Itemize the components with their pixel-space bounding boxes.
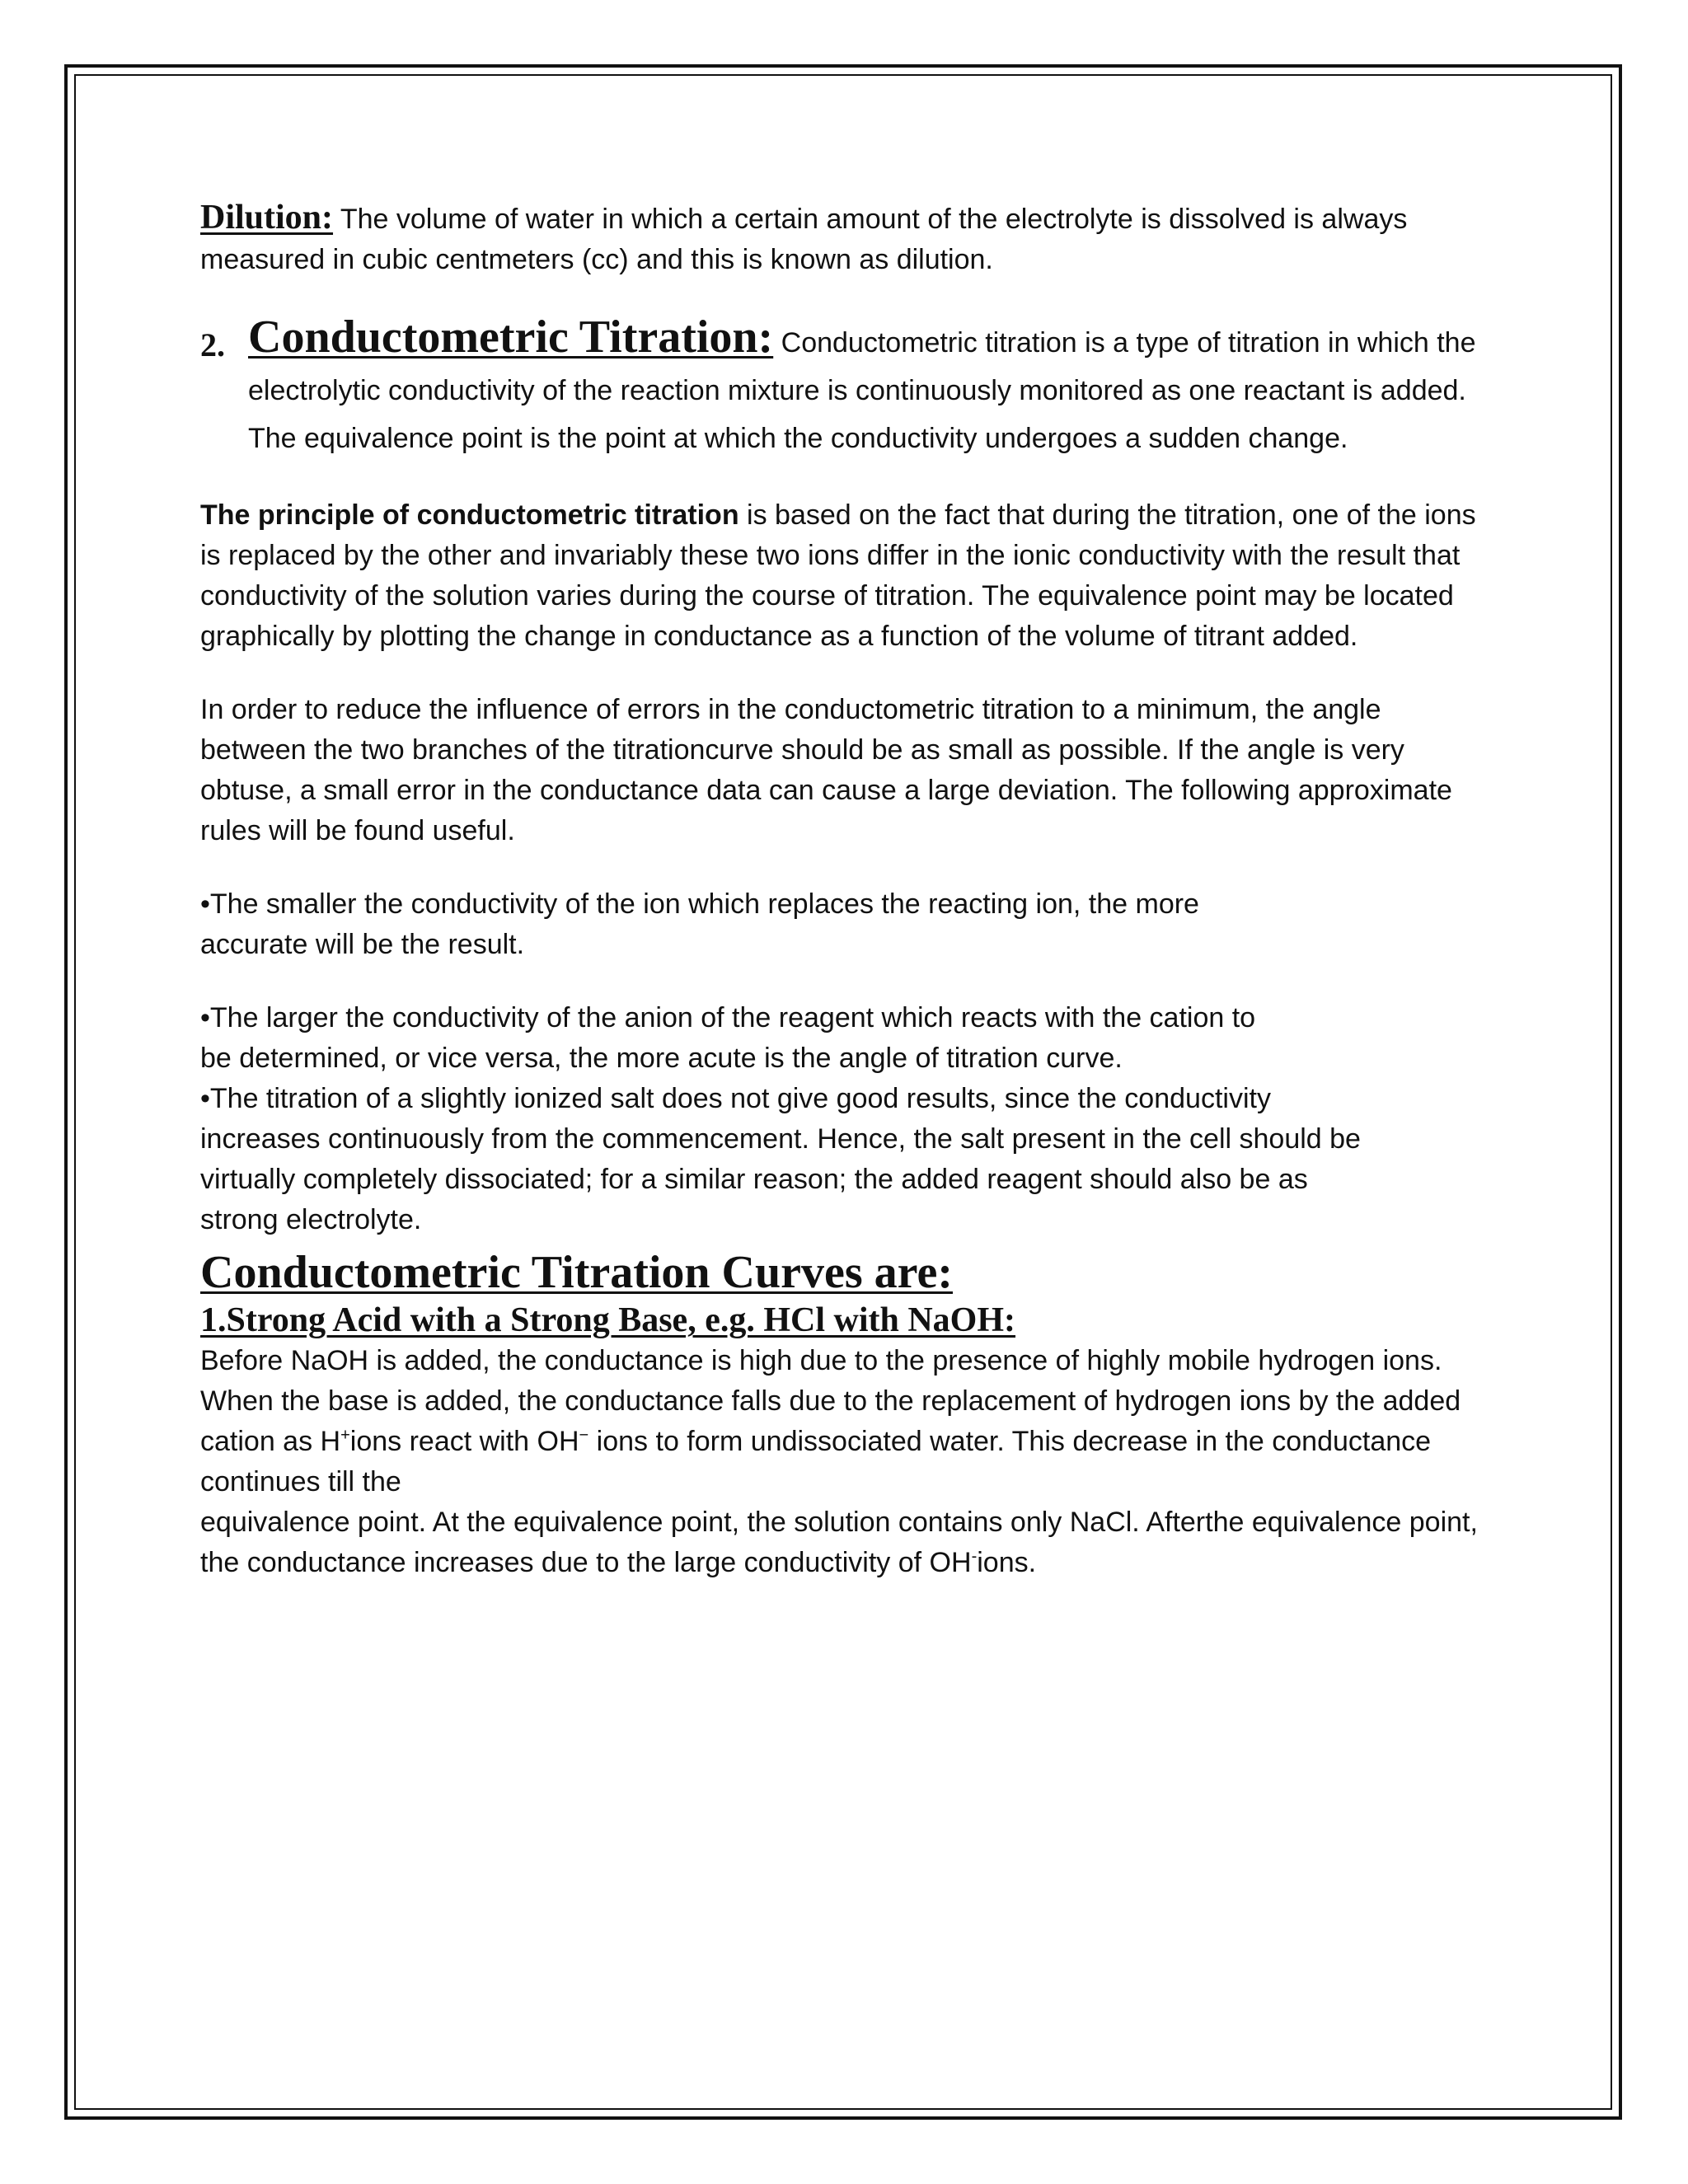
principle-text: is based on the fact that during the titration, one of the ions is replaced by the other and invariably these two ions differ in the ionic conductivity with the result that conductivity of the solution varies during the course of titration. The equivalence point may be located graphically by plotting the change in conductance as a function of the volume of titrant added. — [200, 499, 1476, 652]
curves-paragraph-1 — [200, 1341, 1494, 1502]
section-number: 2. — [200, 326, 225, 363]
plus-superscript: + — [340, 1426, 350, 1445]
section-2-title: Conductometric Titration: — [248, 312, 774, 363]
dilution-paragraph — [200, 198, 1437, 280]
spacer — [200, 462, 1494, 495]
minus-superscript-2: - — [971, 1547, 978, 1566]
dilution-heading: Dilution: — [200, 199, 334, 237]
spacer — [200, 965, 1494, 998]
curves-paragraph-2 — [200, 1502, 1494, 1583]
curves-p1b-text: ions react with OH — [349, 1426, 579, 1457]
errors-paragraph: In order to reduce the influence of errors in the conductometric titration to a minimum, the angle between the two branches of the titrationcurve should be as small as possible. If the angle is very obtuse, a small error in the conductance data can cause a large deviation. The following approximate rules will be found useful. — [200, 694, 1452, 846]
curves-p1c-text: ions to form undissociated water. This decrease in the conductance continues till the — [200, 1426, 1432, 1497]
section-2-paragraph — [248, 313, 1494, 462]
document-body — [200, 198, 1494, 1583]
curves-p2b-text: ions. — [977, 1547, 1037, 1578]
principle-bold: The principle of conductometric titration — [200, 499, 739, 531]
curves-p2-text: equivalence point. At the equivalence point, the solution contains only NaCl. Afterthe equivalence point, the conductance increases due to the large conductivity of OH — [200, 1507, 1478, 1578]
curves-subtitle: 1.Strong Acid with a Strong Base, e.g. HCl with NaOH: — [200, 1301, 1016, 1339]
curves-p1-text: Before NaOH is added, the conductance is high due to the presence of highly mobile hydrogen ions. When the base is added, the conductance falls due to the replacement of hydrogen ions by the added cation as H — [200, 1345, 1461, 1457]
minus-superscript: − — [579, 1426, 589, 1445]
rule-3: •The titration of a slightly ionized salt does not give good results, since the conductivity increases continuously from the commencement. Hence, the salt present in the cell should be virtually completely dissociated; for a similar reason; the added reagent should also be as strong electrolyte. — [200, 1083, 1361, 1235]
curves-title: Conductometric Titration Curves are: — [200, 1247, 953, 1298]
rule-2: •The larger the conductivity of the anion of the reagent which reacts with the cation to be determined, or vice versa, the more acute is the angle of titration curve. — [200, 1002, 1256, 1074]
section-2-text: Conductometric titration is a type of titration in which the electrolytic conductivity of the reaction mixture is continuously monitored as one reactant is added. The equivalence point is the point at which the conductivity undergoes a sudden change. — [248, 327, 1476, 454]
section-2 — [200, 313, 1494, 462]
dilution-text: The volume of water in which a certain amount of the electrolyte is dissolved is always measured in cubic centmeters (cc) and this is known as dilution. — [200, 204, 1408, 275]
spacer — [200, 657, 1494, 690]
spacer — [200, 851, 1494, 884]
principle-paragraph — [200, 495, 1494, 657]
rule-1: •The smaller the conductivity of the ion which replaces the reacting ion, the more accurate will be the result. — [200, 888, 1199, 960]
